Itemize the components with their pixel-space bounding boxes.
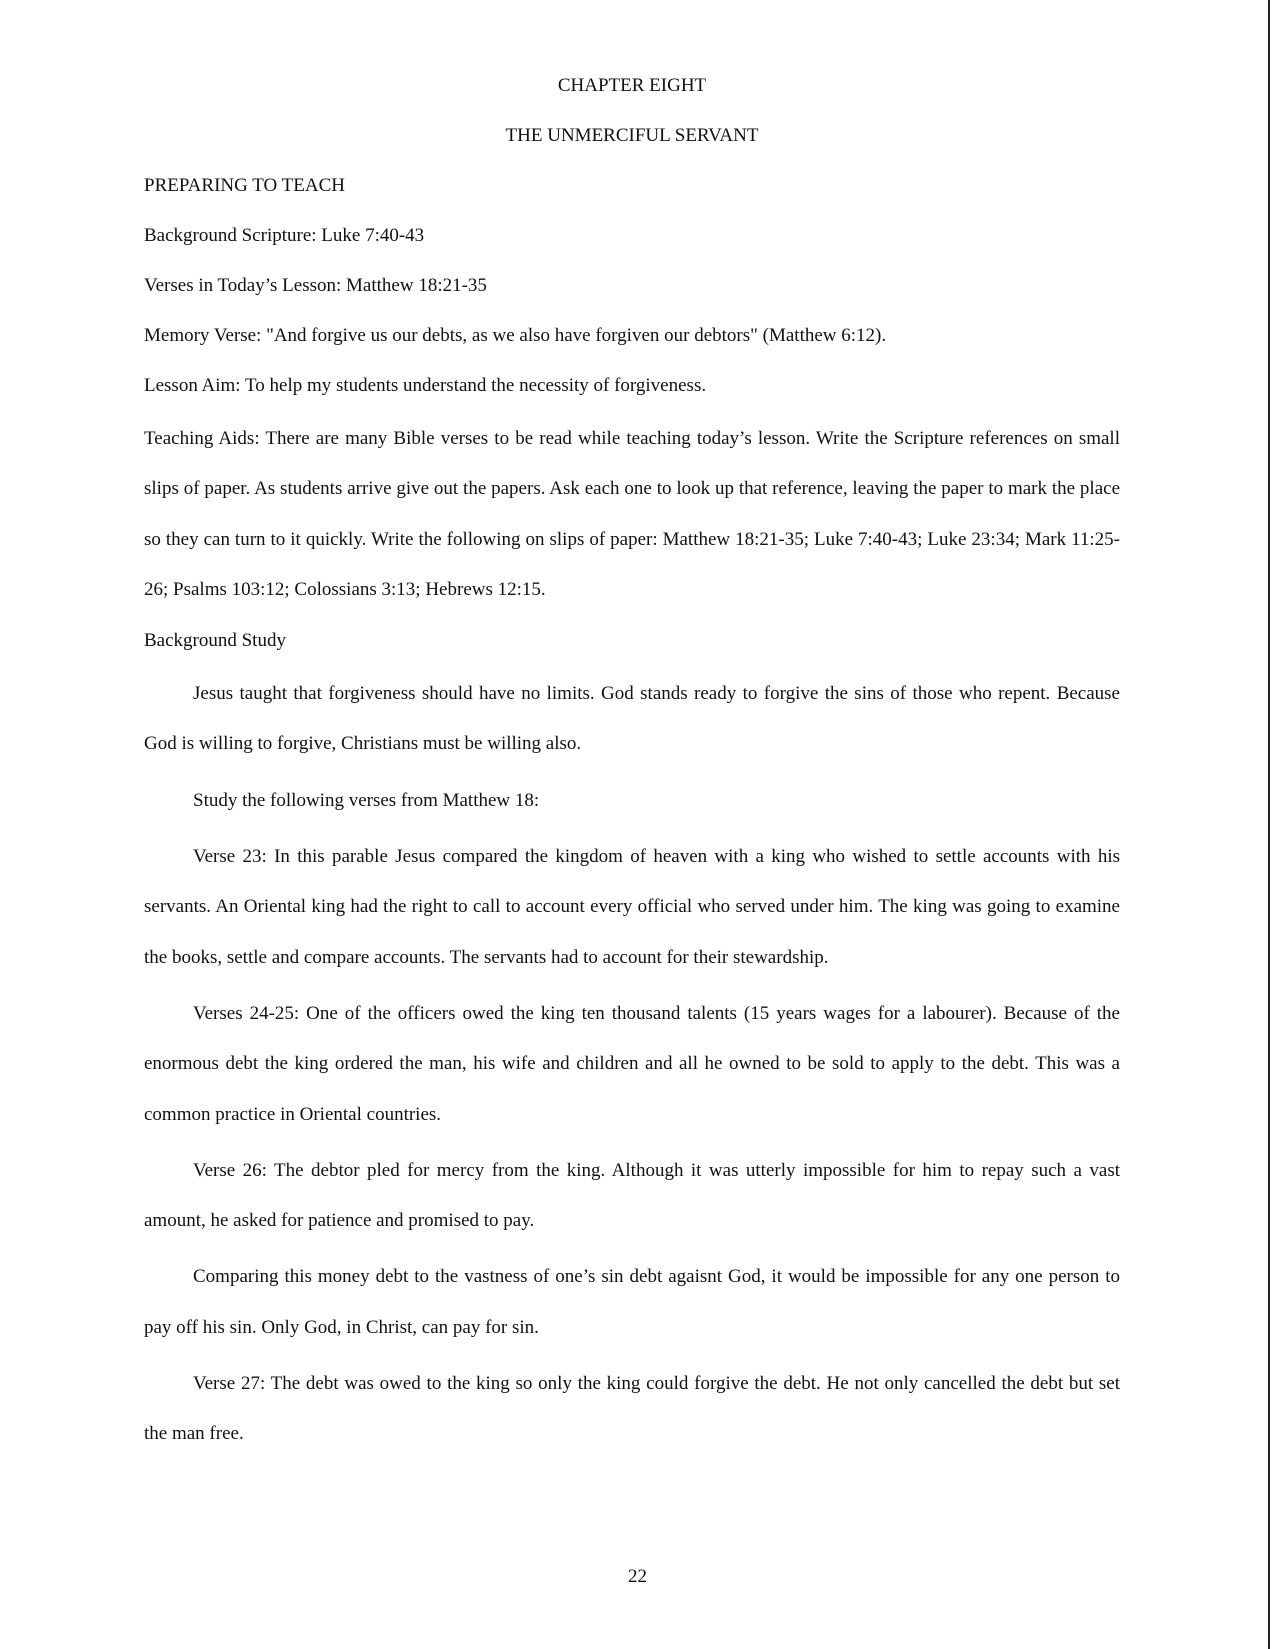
- chapter-title: THE UNMERCIFUL SERVANT: [505, 125, 759, 146]
- study-paragraph-2: Study the following verses from Matthew 18:: [193, 789, 540, 811]
- study-paragraph-comparison: Comparing this money debt to the vastness of one’s sin debt agaisnt God, it would be impossible for any one person to pay off his sin. Only God, in Christ, can pay for sin.: [144, 1266, 1120, 1338]
- background-scripture: Background Scripture: Luke 7:40-43: [144, 225, 425, 246]
- lesson-aim: Lesson Aim: To help my students understand the necessity of forgiveness.: [144, 375, 707, 396]
- study-paragraph-verse-23: Verse 23: In this parable Jesus compared the kingdom of heaven with a king who wished to settle accounts with his servants. An Oriental king had the right to call to account every official who served under him. The king was going to examine the books, settle and compare accounts. The servants had to account for their stewardship.: [144, 846, 1120, 968]
- chapter-heading: CHAPTER EIGHT: [557, 75, 707, 96]
- verses-in-todays-lesson: Verses in Today’s Lesson: Matthew 18:21-35: [144, 275, 487, 296]
- scan-edge-line: [1268, 0, 1270, 1649]
- document-page: [144, 64, 1120, 1460]
- study-paragraph-1: Jesus taught that forgiveness should have no limits. God stands ready to forgive the sins of those who repent. Because God is willing to forgive, Christians must be willing also.: [144, 683, 1120, 755]
- preparing-heading: PREPARING TO TEACH: [144, 175, 345, 196]
- teaching-aids: Teaching Aids: There are many Bible verses to be read while teaching today’s lesson. Write the Scripture references on small slips of paper. As students arrive give out the papers. Ask each one to look up that reference, leaving the paper to mark the place so they can turn to it quickly. Write the following on slips of paper: Matthew 18:21-35; Luke 7:40-43; Luke 23:34; Mark 11:25-26; Psalms 103:12; Colossians 3:13; Hebrews 12:15.: [144, 428, 1120, 600]
- study-paragraph-verse-26: Verse 26: The debtor pled for mercy from the king. Although it was utterly impossible for him to repay such a vast amount, he asked for patience and promised to pay.: [144, 1159, 1120, 1232]
- study-paragraph-verse-27: Verse 27: The debt was owed to the king so only the king could forgive the debt. He not only cancelled the debt but set the man free.: [144, 1373, 1120, 1445]
- memory-verse: Memory Verse: "And forgive us our debts, as we also have forgiven our debtors" (Matthew 6:12).: [144, 325, 887, 346]
- page-number: 22: [628, 1566, 647, 1587]
- study-paragraph-verses-24-25: Verses 24-25: One of the officers owed the king ten thousand talents (15 years wages for a labourer). Because of the enormous debt the king ordered the man, his wife and children and all he owned to be sold to apply to the debt. This was a common practice in Oriental countries.: [144, 1002, 1120, 1125]
- background-study-heading: Background Study: [144, 630, 286, 652]
